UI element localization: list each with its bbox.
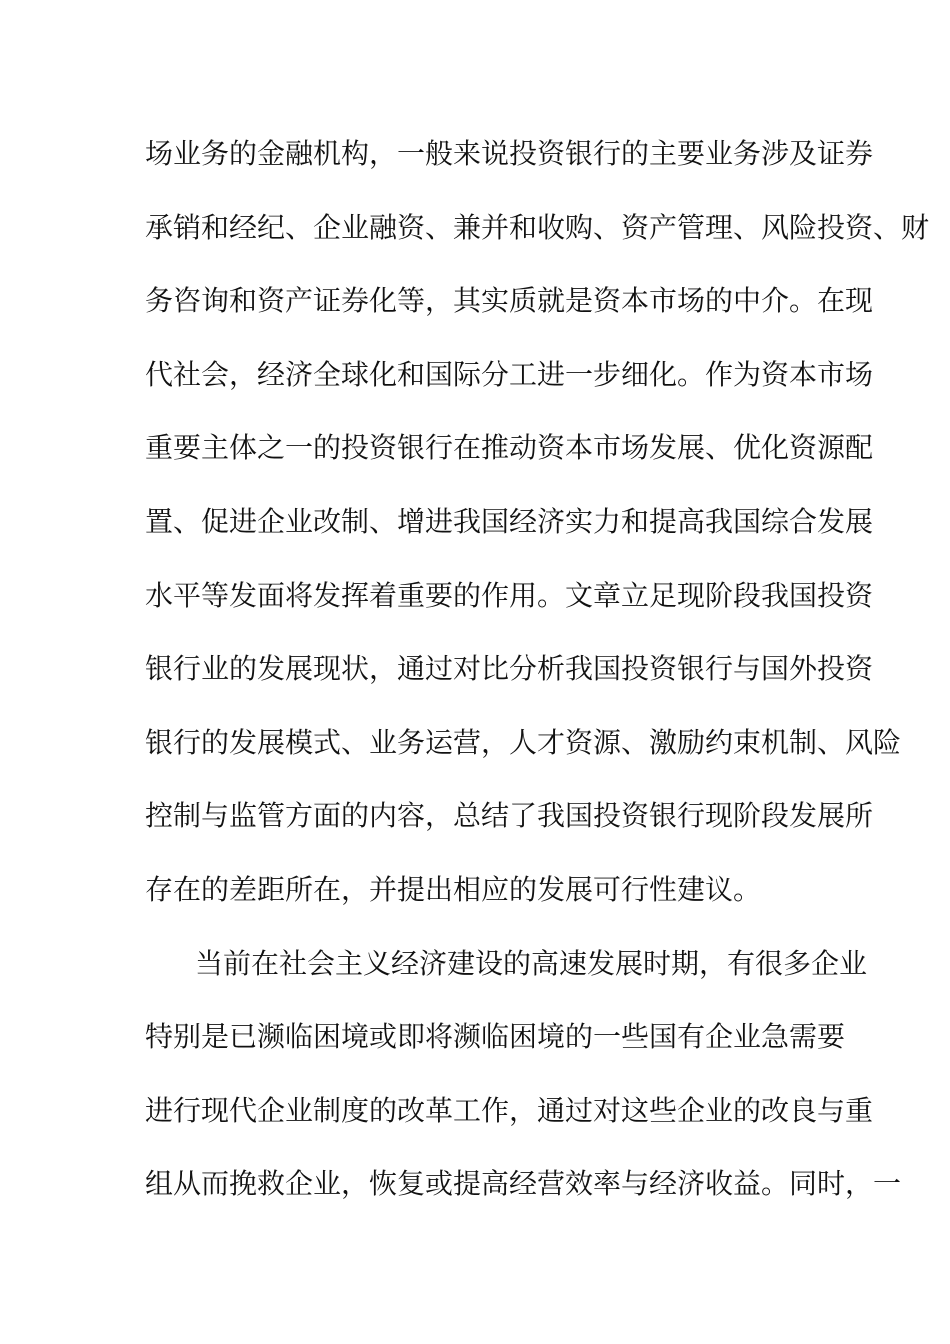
text-line: 控制与监管方面的内容，总结了我国投资银行现阶段发展所	[145, 799, 874, 833]
text-line: 置、促进企业改制、增进我国经济实力和提高我国综合发展	[145, 504, 874, 538]
text-line: 银行业的发展现状，通过对比分析我国投资银行与国外投资	[145, 652, 874, 686]
body-text	[145, 128, 930, 1232]
text-line: 代社会，经济全球化和国际分工进一步细化。作为资本市场	[145, 357, 874, 391]
text-line: 进行现代企业制度的改革工作，通过对这些企业的改良与重	[145, 1093, 874, 1127]
text-line: 水平等发面将发挥着重要的作用。文章立足现阶段我国投资	[145, 578, 874, 612]
text-line: 场业务的金融机构，一般来说投资银行的主要业务涉及证券	[145, 137, 874, 170]
paragraph-first-line: 当前在社会主义经济建设的高速发展时期，有很多企业	[195, 946, 868, 980]
text-line: 特别是已濒临困境或即将濒临困境的一些国有企业急需要	[145, 1020, 846, 1054]
text-line: 重要主体之一的投资银行在推动资本市场发展、优化资源配	[145, 431, 874, 465]
text-line: 务咨询和资产证券化等，其实质就是资本市场的中介。在现	[145, 284, 874, 318]
text-line: 组从而挽救企业，恢复或提高经营效率与经济收益。同时，一	[145, 1167, 902, 1201]
text-line: 存在的差距所在，并提出相应的发展可行性建议。	[145, 872, 762, 906]
text-line: 银行的发展模式、业务运营，人才资源、激励约束机制、风险	[145, 725, 902, 759]
text-line: 承销和经纪、企业融资、兼并和收购、资产管理、风险投资、财	[145, 210, 930, 244]
